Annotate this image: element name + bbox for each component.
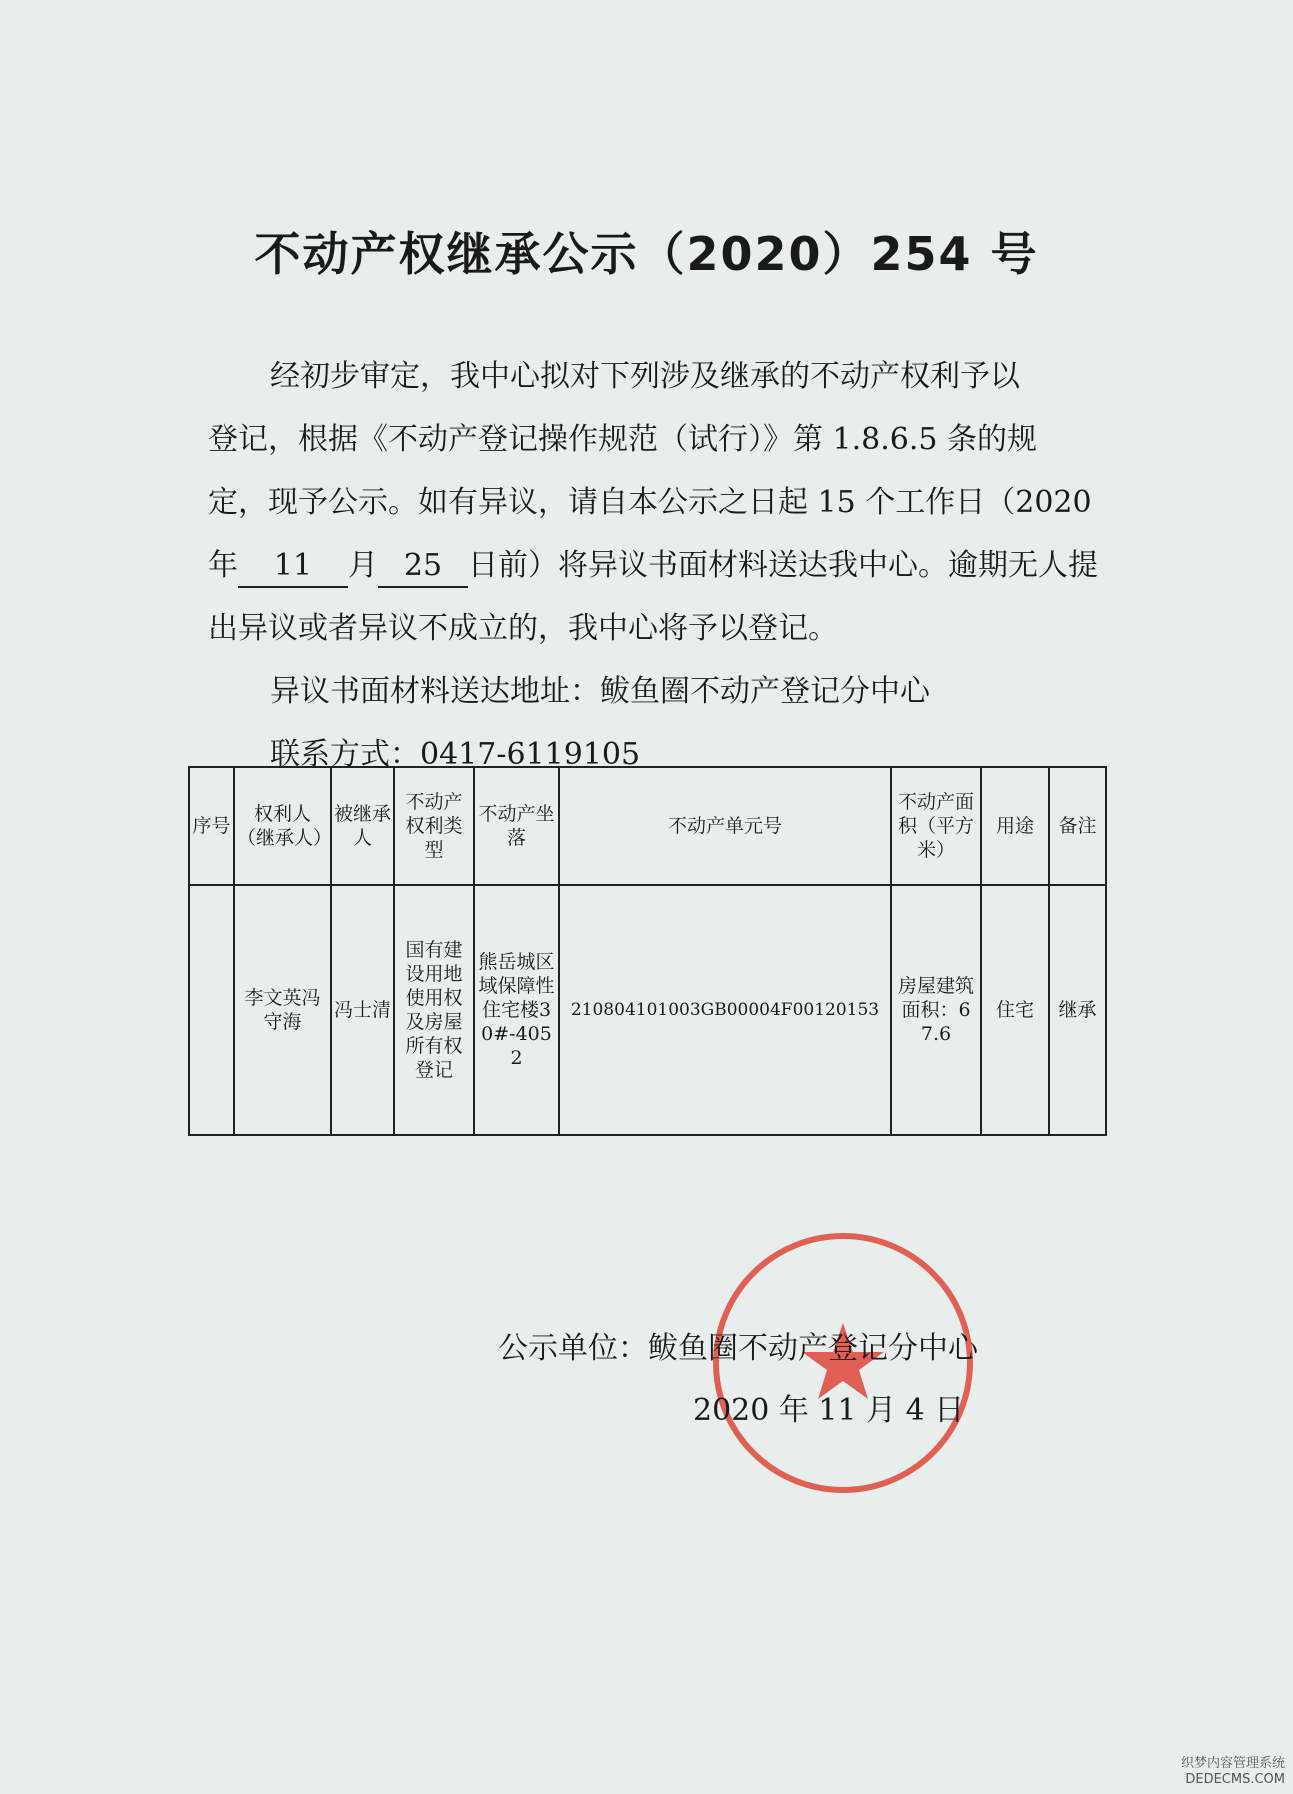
cell-right-type: 国有建设用地使用权及房屋所有权登记 bbox=[394, 885, 474, 1135]
contact-info: 联系方式：0417-6119105 bbox=[270, 737, 641, 772]
document-title: 不动产权继承公示（2020）254 号 bbox=[254, 227, 1039, 281]
notice-line-1: 经初步审定，我中心拟对下列涉及继承的不动产权利予以 bbox=[270, 359, 1020, 394]
table-header-row bbox=[189, 767, 1106, 885]
notice-line-4 bbox=[208, 534, 1108, 597]
objection-address: 异议书面材料送达地址：鲅鱼圈不动产登记分中心 bbox=[270, 674, 930, 709]
notice-body bbox=[208, 345, 1108, 786]
header-area: 不动产面积（平方米） bbox=[891, 767, 981, 885]
deadline-month: 11 bbox=[238, 546, 348, 588]
month-suffix: 月 bbox=[348, 548, 378, 583]
publishing-unit: 公示单位：鲅鱼圈不动产登记分中心 bbox=[498, 1331, 978, 1366]
notice-line-5: 出异议或者异议不成立的，我中心将予以登记。 bbox=[208, 611, 838, 646]
cell-unit-no: 210804101003GB00004F00120153 bbox=[559, 885, 891, 1135]
cell-seq bbox=[189, 885, 234, 1135]
header-holder: 权利人（继承人） bbox=[234, 767, 331, 885]
header-unit-no: 不动产单元号 bbox=[559, 767, 891, 885]
header-remark: 备注 bbox=[1049, 767, 1106, 885]
cell-holder: 李文英冯守海 bbox=[234, 885, 331, 1135]
notice-line-2: 登记，根据《不动产登记操作规范（试行）》第 1.8.6.5 条的规 bbox=[208, 422, 1038, 457]
registration-table bbox=[188, 766, 1107, 1136]
publish-date: 2020 年 11 月 4 日 bbox=[693, 1393, 965, 1428]
deadline-tail: 日前）将异议书面材料送达我中心。逾期无人提 bbox=[468, 548, 1098, 583]
cell-location: 熊岳城区域保障性住宅楼30#-4052 bbox=[474, 885, 559, 1135]
header-location: 不动产坐落 bbox=[474, 767, 559, 885]
watermark-line-1: 织梦内容管理系统 bbox=[1180, 1756, 1285, 1771]
cell-decedent: 冯士清 bbox=[331, 885, 394, 1135]
watermark-line-2: DEDECMS.COM bbox=[1185, 1772, 1285, 1787]
table-row bbox=[189, 885, 1106, 1135]
deadline-day: 25 bbox=[378, 546, 468, 588]
year-suffix: 年 bbox=[208, 548, 238, 583]
notice-line-3: 定，现予公示。如有异议，请自本公示之日起 15 个工作日（2020 bbox=[208, 485, 1092, 520]
cell-area: 房屋建筑面积：67.6 bbox=[891, 885, 981, 1135]
site-watermark bbox=[1181, 1756, 1285, 1788]
header-decedent: 被继承人 bbox=[331, 767, 394, 885]
header-right-type: 不动产权利类型 bbox=[394, 767, 474, 885]
header-use: 用途 bbox=[981, 767, 1049, 885]
header-seq: 序号 bbox=[189, 767, 234, 885]
cell-use: 住宅 bbox=[981, 885, 1049, 1135]
cell-remark: 继承 bbox=[1049, 885, 1106, 1135]
